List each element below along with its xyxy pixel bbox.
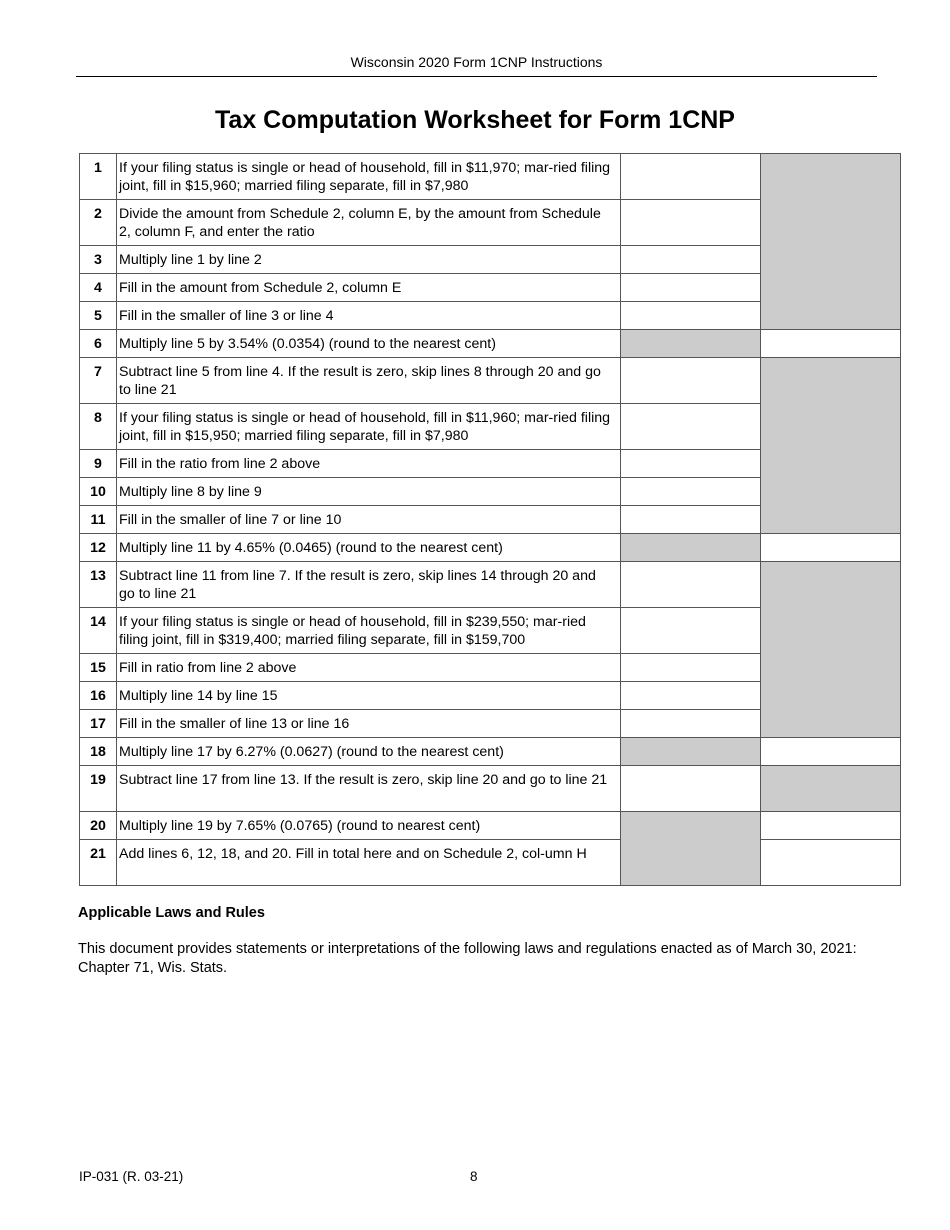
amount-field-line-15[interactable] [621,654,761,682]
amount-field-line-4[interactable] [621,274,761,302]
worksheet-row [80,738,901,766]
amount-field-line-1[interactable] [621,154,761,200]
line-number: 21 [80,840,117,886]
line-description: Add lines 6, 12, 18, and 20. Fill in total here and on Schedule 2, col-umn H [117,840,621,886]
shaded-cell [621,812,761,886]
line-number: 15 [80,654,117,682]
page-title: Tax Computation Worksheet for Form 1CNP [215,106,735,134]
worksheet-row [80,358,901,404]
line-number: 3 [80,246,117,274]
total-field-line-20[interactable] [761,812,901,840]
line-number: 9 [80,450,117,478]
line-description: Divide the amount from Schedule 2, column E, by the amount from Schedule 2, column F, and enter the ratio [117,200,621,246]
line-number: 11 [80,506,117,534]
line-number: 7 [80,358,117,404]
line-number: 10 [80,478,117,506]
amount-field-line-7[interactable] [621,358,761,404]
line-description: Subtract line 17 from line 13. If the result is zero, skip line 20 and go to line 21 [117,766,621,812]
line-description: Multiply line 11 by 4.65% (0.0465) (round to the nearest cent) [117,534,621,562]
line-description: Multiply line 14 by line 15 [117,682,621,710]
shaded-cell [761,154,901,330]
line-description: Fill in the smaller of line 13 or line 16 [117,710,621,738]
worksheet-row [80,330,901,358]
amount-field-line-14[interactable] [621,608,761,654]
line-number: 12 [80,534,117,562]
amount-field-line-9[interactable] [621,450,761,478]
amount-field-line-10[interactable] [621,478,761,506]
amount-field-line-8[interactable] [621,404,761,450]
line-number: 18 [80,738,117,766]
line-description: Fill in the smaller of line 3 or line 4 [117,302,621,330]
line-description: Multiply line 17 by 6.27% (0.0627) (round to the nearest cent) [117,738,621,766]
line-number: 17 [80,710,117,738]
line-description: If your filing status is single or head of household, fill in $11,970; mar-ried filing joint, fill in $15,960; married filing separate, fill in $7,980 [117,154,621,200]
page-number: 8 [470,1169,478,1184]
line-number: 20 [80,812,117,840]
worksheet-row [80,562,901,608]
line-description: Subtract line 5 from line 4. If the result is zero, skip lines 8 through 20 and go to line 21 [117,358,621,404]
total-field-line-6[interactable] [761,330,901,358]
amount-field-line-19[interactable] [621,766,761,812]
worksheet-row [80,840,901,886]
shaded-cell [621,330,761,358]
worksheet-row [80,812,901,840]
shaded-cell [761,358,901,534]
shaded-cell [621,738,761,766]
line-description: Multiply line 1 by line 2 [117,246,621,274]
amount-field-line-3[interactable] [621,246,761,274]
line-number: 6 [80,330,117,358]
line-description: Fill in ratio from line 2 above [117,654,621,682]
worksheet-row [80,766,901,812]
line-number: 2 [80,200,117,246]
amount-field-line-2[interactable] [621,200,761,246]
total-field-line-12[interactable] [761,534,901,562]
amount-field-line-17[interactable] [621,710,761,738]
line-number: 1 [80,154,117,200]
line-description: Fill in the amount from Schedule 2, column E [117,274,621,302]
line-number: 19 [80,766,117,812]
line-number: 14 [80,608,117,654]
total-field-line-21[interactable] [761,840,901,886]
amount-field-line-16[interactable] [621,682,761,710]
line-description: Fill in the ratio from line 2 above [117,450,621,478]
amount-field-line-13[interactable] [621,562,761,608]
worksheet-row [80,154,901,200]
shaded-cell [621,534,761,562]
line-description: Subtract line 11 from line 7. If the result is zero, skip lines 14 through 20 and go to line 21 [117,562,621,608]
worksheet-row [80,534,901,562]
amount-field-line-5[interactable] [621,302,761,330]
line-description: Multiply line 5 by 3.54% (0.0354) (round to the nearest cent) [117,330,621,358]
line-number: 5 [80,302,117,330]
page-header: Wisconsin 2020 Form 1CNP Instructions [76,54,877,77]
amount-field-line-11[interactable] [621,506,761,534]
shaded-cell [761,766,901,812]
line-number: 13 [80,562,117,608]
total-field-line-18[interactable] [761,738,901,766]
shaded-cell [761,562,901,738]
line-description: If your filing status is single or head of household, fill in $11,960; mar-ried filing joint, fill in $15,950; married filing separate, fill in $7,980 [117,404,621,450]
line-description: If your filing status is single or head of household, fill in $239,550; mar-ried filing joint, fill in $319,400; married filing separate, fill in $159,700 [117,608,621,654]
section-heading: Applicable Laws and Rules [78,905,265,921]
form-id: IP-031 (R. 03-21) [79,1169,184,1184]
line-description: Fill in the smaller of line 7 or line 10 [117,506,621,534]
tax-worksheet-table [79,153,901,886]
line-number: 16 [80,682,117,710]
line-description: Multiply line 19 by 7.65% (0.0765) (round to nearest cent) [117,812,621,840]
laws-paragraph: This document provides statements or interpretations of the following laws and regulations enacted as of March 30, 2021: Chapter 71, Wis. Stats. [78,941,857,976]
line-description: Multiply line 8 by line 9 [117,478,621,506]
line-number: 4 [80,274,117,302]
line-number: 8 [80,404,117,450]
